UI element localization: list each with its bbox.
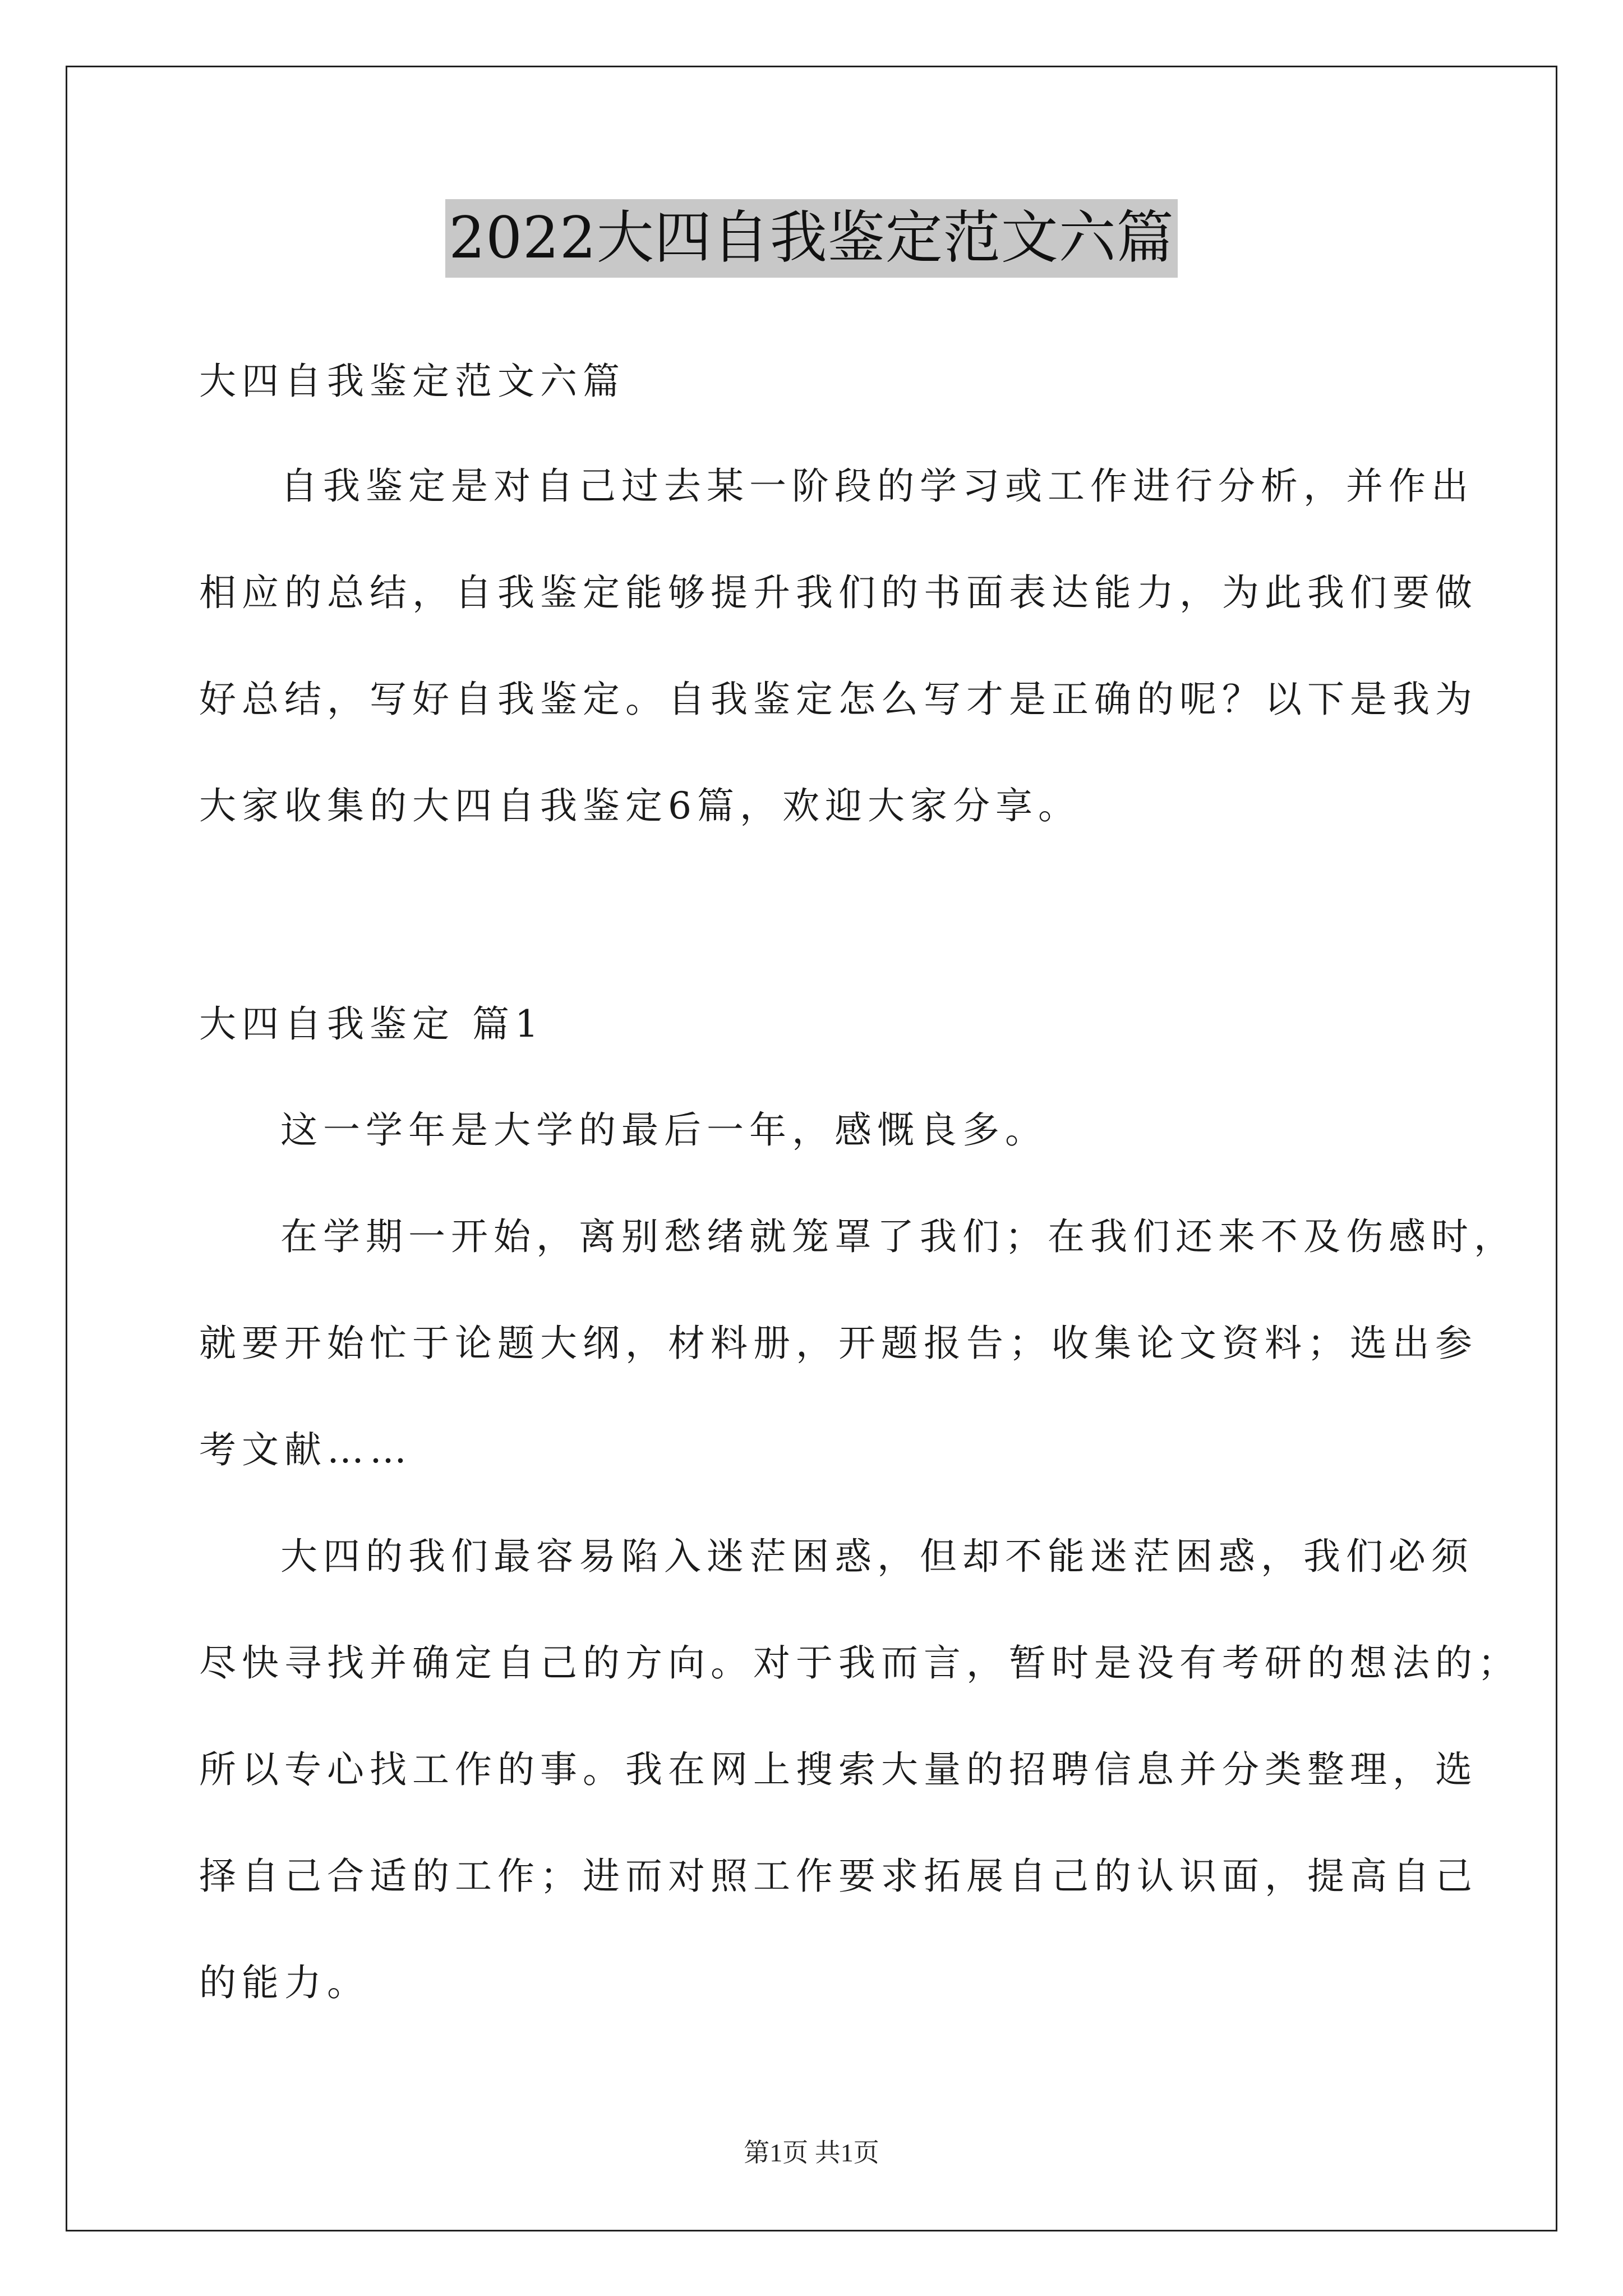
intro-line-4: 大家收集的大四自我鉴定6篇，欢迎大家分享。: [199, 784, 1081, 827]
paragraph-2-line-3: 考文献……: [199, 1428, 412, 1471]
paragraph-3-line-3: 所以专心找工作的事。我在网上搜索大量的招聘信息并分类整理，选: [199, 1748, 1478, 1791]
paragraph-3-line-5: 的能力。: [199, 1961, 370, 2004]
paragraph-3-line-4: 择自己合适的工作；进而对照工作要求拓展自己的认识面，提高自己: [199, 1855, 1478, 1898]
intro-line-3: 好总结，写好自我鉴定。自我鉴定怎么写才是正确的呢？以下是我为: [199, 678, 1478, 721]
paragraph-2-line-1: 在学期一开始，离别愁绪就笼罩了我们；在我们还来不及伤感时，: [280, 1215, 1516, 1258]
title-wrap: [0, 199, 1623, 278]
document-title: 2022大四自我鉴定范文六篇: [445, 199, 1178, 278]
section-heading: 大四自我鉴定 篇1: [199, 1002, 544, 1046]
paragraph-3-line-1: 大四的我们最容易陷入迷茫困惑，但却不能迷茫困惑，我们必须: [280, 1535, 1474, 1578]
page-footer: 第1页 共1页: [744, 2138, 879, 2167]
intro-line-1: 自我鉴定是对自己过去某一阶段的学习或工作进行分析，并作出: [280, 464, 1474, 508]
paragraph-3-line-2: 尽快寻找并确定自己的方向。对于我而言，暂时是没有考研的想法的；: [199, 1641, 1520, 1685]
intro-line-2: 相应的总结，自我鉴定能够提升我们的书面表达能力，为此我们要做: [199, 571, 1478, 614]
paragraph-1-line-1: 这一学年是大学的最后一年，感慨良多。: [280, 1108, 1048, 1152]
subtitle-line: 大四自我鉴定范文六篇: [199, 360, 625, 403]
paragraph-2-line-2: 就要开始忙于论题大纲，材料册，开题报告；收集论文资料；选出参: [199, 1322, 1478, 1365]
